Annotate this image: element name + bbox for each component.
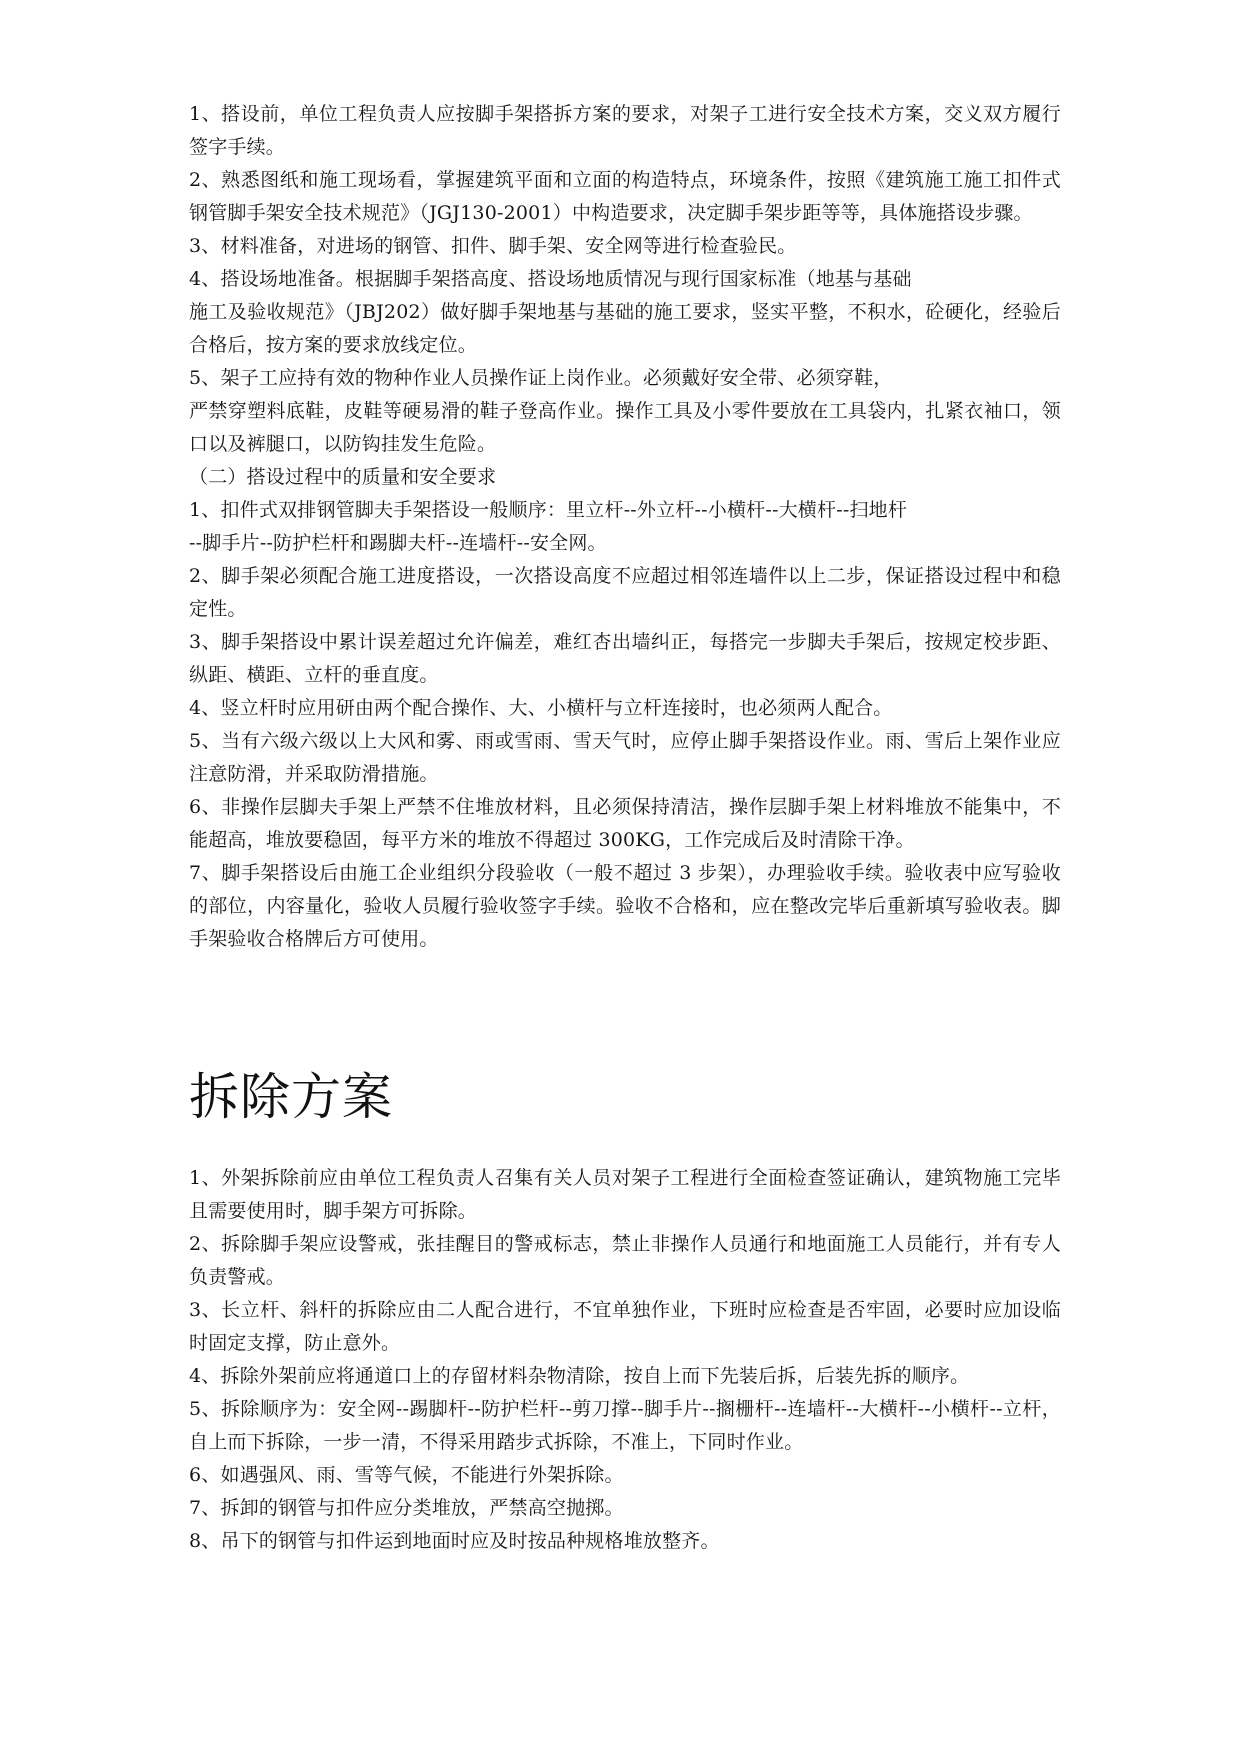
erection-requirements-section xyxy=(189,98,1061,956)
paragraph: 2、拆除脚手架应设警戒，张挂醒目的警戒标志，禁止非操作人员通行和地面施工人员能行，并有专人负责警戒。 xyxy=(189,1233,1061,1288)
paragraph: 1、外架拆除前应由单位工程负责人召集有关人员对架子工程进行全面检查签证确认，建筑物施工完毕且需要使用时，脚手架方可拆除。 xyxy=(189,1167,1061,1222)
paragraph: 1、扣件式双排钢管脚夫手架搭设一般顺序：里立杆--外立杆--小横杆--大横杆--扫地杆 --脚手片--防护栏杆和踢脚夫杆--连墙杆--安全网。 xyxy=(189,499,908,554)
subsection-heading: （二）搭设过程中的质量和安全要求 xyxy=(189,466,497,488)
paragraph: 3、材料准备，对进场的钢管、扣件、脚手架、安全网等进行检查验民。 xyxy=(189,235,797,257)
paragraph: 2、脚手架必须配合施工进度搭设，一次搭设高度不应超过相邻连墙件以上二步，保证搭设过程中和稳定性。 xyxy=(189,565,1061,620)
paragraph: 3、长立杆、斜杆的拆除应由二人配合进行，不宜单独作业，下班时应检查是否牢固，必要时应加设临时固定支撑，防止意外。 xyxy=(189,1299,1061,1354)
paragraph: 5、架子工应持有效的物种作业人员操作证上岗作业。必须戴好安全带、必须穿鞋， 严禁穿塑料底鞋，皮鞋等硬易滑的鞋子登高作业。操作工具及小零件要放在工具袋内，扎紧衣袖口，领口以及裤腿口，以防钩挂发生危险。 xyxy=(189,367,1061,455)
section-heading: 拆除方案 xyxy=(189,1068,393,1126)
paragraph: 6、如遇强风、雨、雪等气候，不能进行外架拆除。 xyxy=(189,1464,624,1486)
paragraph: 1、搭设前，单位工程负责人应按脚手架搭拆方案的要求，对架子工进行安全技术方案，交义双方履行签字手续。 xyxy=(189,103,1061,158)
paragraph: 7、拆卸的钢管与扣件应分类堆放，严禁高空抛掷。 xyxy=(189,1497,624,1519)
paragraph: 7、脚手架搭设后由施工企业组织分段验收（一般不超过 3 步架），办理验收手续。验收表中应写验收的部位，内容量化，验收人员履行验收签字手续。验收不合格和，应在整改完毕后重新填写验收表。脚手架验收合格牌后方可使用。 xyxy=(189,862,1061,950)
paragraph: 6、非操作层脚夫手架上严禁不住堆放材料，且必须保持清洁，操作层脚手架上材料堆放不能集中，不能超高，堆放要稳固，每平方米的堆放不得超过 300KG，工作完成后及时清除干净。 xyxy=(189,796,1061,851)
dismantling-plan-section xyxy=(189,1162,1061,1558)
paragraph: 4、竖立杆时应用研由两个配合操作、大、小横杆与立杆连接时，也必须两人配合。 xyxy=(189,697,893,719)
paragraph: 2、熟悉图纸和施工现场看，掌握建筑平面和立面的构造特点，环境条件，按照《建筑施工施工扣件式钢管脚手架安全技术规范》（JGJ130-2001）中构造要求，决定脚手架步距等等，具体施搭设步骤。 xyxy=(189,169,1061,224)
paragraph: 4、拆除外架前应将通道口上的存留材料杂物清除，按自上而下先装后拆，后装先拆的顺序。 xyxy=(189,1365,970,1387)
paragraph: 4、搭设场地准备。根据脚手架搭高度、搭设场地质情况与现行国家标准（地基与基础 施工及验收规范》（JBJ202）做好脚手架地基与基础的施工要求，竖实平整，不积水，砼硬化，经验后合格后，按方案的要求放线定位。 xyxy=(189,268,1061,356)
paragraph: 5、当有六级六级以上大风和雾、雨或雪雨、雪天气时，应停止脚手架搭设作业。雨、雪后上架作业应注意防滑，并采取防滑措施。 xyxy=(189,730,1061,785)
paragraph: 5、拆除顺序为：安全网--踢脚杆--防护栏杆--剪刀撑--脚手片--搁栅杆--连墙杆--大横杆--小横杆--立杆，自上而下拆除，一步一清，不得采用踏步式拆除，不准上，下同时作业。 xyxy=(189,1398,1061,1453)
paragraph: 8、吊下的钢管与扣件运到地面时应及时按品种规格堆放整齐。 xyxy=(189,1530,720,1552)
paragraph: 3、脚手架搭设中累计误差超过允许偏差，难红杏出墙纠正，每搭完一步脚夫手架后，按规定校步距、纵距、横距、立杆的垂直度。 xyxy=(189,631,1061,686)
